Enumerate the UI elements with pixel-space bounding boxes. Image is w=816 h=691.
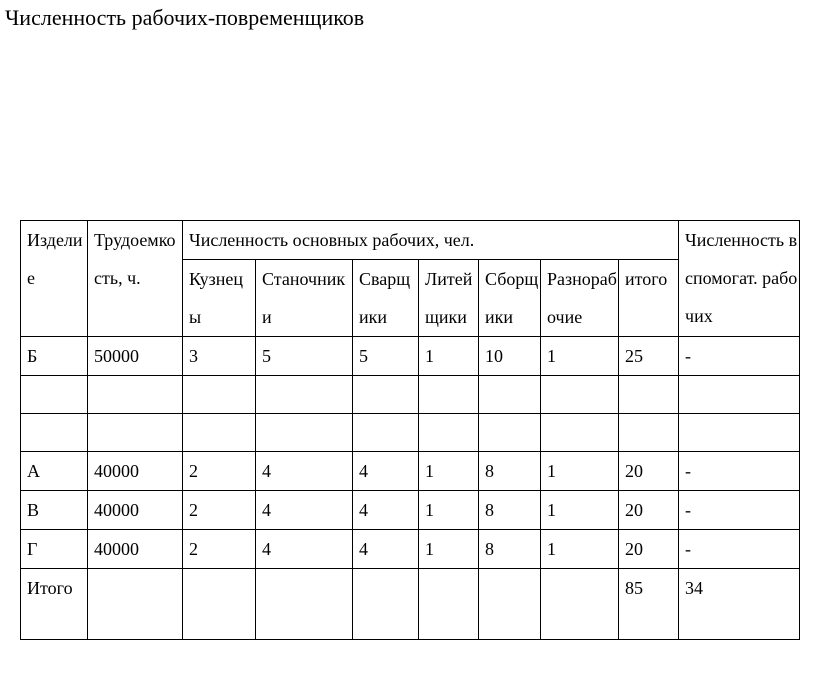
- cell-machinists: [256, 376, 353, 414]
- table-row: [21, 452, 800, 491]
- cell-smiths: 2: [183, 491, 256, 530]
- cell-founders: [419, 414, 479, 452]
- header-machinists: Станочники: [256, 260, 353, 337]
- header-labor: Трудоемкость, ч.: [88, 221, 183, 337]
- cell-welders: 4: [353, 491, 419, 530]
- cell-assemblers: [479, 376, 541, 414]
- cell-aux: -: [679, 491, 800, 530]
- cell-aux: [679, 376, 800, 414]
- cell-assemblers: [479, 414, 541, 452]
- cell-smiths: [183, 414, 256, 452]
- cell-labor: [88, 414, 183, 452]
- cell-founders: 1: [419, 530, 479, 569]
- cell-product: Г: [21, 530, 88, 569]
- totals-total: 85: [619, 569, 679, 640]
- cell-smiths: 2: [183, 530, 256, 569]
- cell-product: [21, 414, 88, 452]
- table-cell: [479, 569, 541, 640]
- cell-machinists: 4: [256, 452, 353, 491]
- cell-product: В: [21, 491, 88, 530]
- table-cell: [256, 569, 353, 640]
- cell-labor: 40000: [88, 530, 183, 569]
- cell-founders: 1: [419, 337, 479, 376]
- totals-aux: 34: [679, 569, 800, 640]
- cell-machinists: 4: [256, 491, 353, 530]
- cell-aux: -: [679, 337, 800, 376]
- cell-labor: 40000: [88, 452, 183, 491]
- cell-total: 20: [619, 530, 679, 569]
- cell-smiths: [183, 376, 256, 414]
- table-row: [21, 414, 800, 452]
- header-laborers: Разнорабочие: [541, 260, 619, 337]
- cell-smiths: 2: [183, 452, 256, 491]
- cell-laborers: 1: [541, 491, 619, 530]
- cell-aux: [679, 414, 800, 452]
- header-assemblers: Сборщики: [479, 260, 541, 337]
- cell-product: Б: [21, 337, 88, 376]
- cell-total: 20: [619, 452, 679, 491]
- cell-assemblers: 8: [479, 530, 541, 569]
- header-founders: Литейщики: [419, 260, 479, 337]
- cell-founders: 1: [419, 452, 479, 491]
- cell-welders: 4: [353, 452, 419, 491]
- header-welders: Сварщики: [353, 260, 419, 337]
- header-product: Изделие: [21, 221, 88, 337]
- header-aux-workers: Численность вспомогат. рабочих: [679, 221, 800, 337]
- table-cell: [353, 569, 419, 640]
- header-main-workers: Численность основных рабочих, чел.: [183, 221, 679, 260]
- table-cell: [88, 569, 183, 640]
- cell-laborers: 1: [541, 452, 619, 491]
- cell-smiths: 3: [183, 337, 256, 376]
- cell-total: 25: [619, 337, 679, 376]
- cell-aux: -: [679, 452, 800, 491]
- table-row: [21, 530, 800, 569]
- page-title: Численность рабочих-повременщиков: [5, 5, 365, 30]
- cell-founders: [419, 376, 479, 414]
- cell-laborers: [541, 414, 619, 452]
- cell-welders: 4: [353, 530, 419, 569]
- header-smiths: Кузнецы: [183, 260, 256, 337]
- table-row: [21, 491, 800, 530]
- cell-founders: 1: [419, 491, 479, 530]
- cell-welders: [353, 414, 419, 452]
- header-total: итого: [619, 260, 679, 337]
- cell-laborers: [541, 376, 619, 414]
- cell-machinists: 4: [256, 530, 353, 569]
- cell-machinists: 5: [256, 337, 353, 376]
- table-row: [21, 337, 800, 376]
- cell-product: А: [21, 452, 88, 491]
- cell-aux: -: [679, 530, 800, 569]
- header-row: [21, 221, 800, 260]
- cell-labor: [88, 376, 183, 414]
- cell-total: 20: [619, 491, 679, 530]
- cell-total: [619, 376, 679, 414]
- cell-assemblers: 10: [479, 337, 541, 376]
- cell-laborers: 1: [541, 337, 619, 376]
- table-row: [21, 376, 800, 414]
- cell-machinists: [256, 414, 353, 452]
- table-body: [21, 337, 800, 569]
- table-cell: [183, 569, 256, 640]
- cell-labor: 50000: [88, 337, 183, 376]
- cell-labor: 40000: [88, 491, 183, 530]
- cell-welders: [353, 376, 419, 414]
- workers-table: [20, 220, 800, 640]
- cell-product: [21, 376, 88, 414]
- table-cell: [541, 569, 619, 640]
- cell-assemblers: 8: [479, 491, 541, 530]
- cell-welders: 5: [353, 337, 419, 376]
- cell-assemblers: 8: [479, 452, 541, 491]
- totals-row: [21, 569, 800, 640]
- cell-laborers: 1: [541, 530, 619, 569]
- totals-label: Итого: [21, 569, 88, 640]
- cell-total: [619, 414, 679, 452]
- table-cell: [419, 569, 479, 640]
